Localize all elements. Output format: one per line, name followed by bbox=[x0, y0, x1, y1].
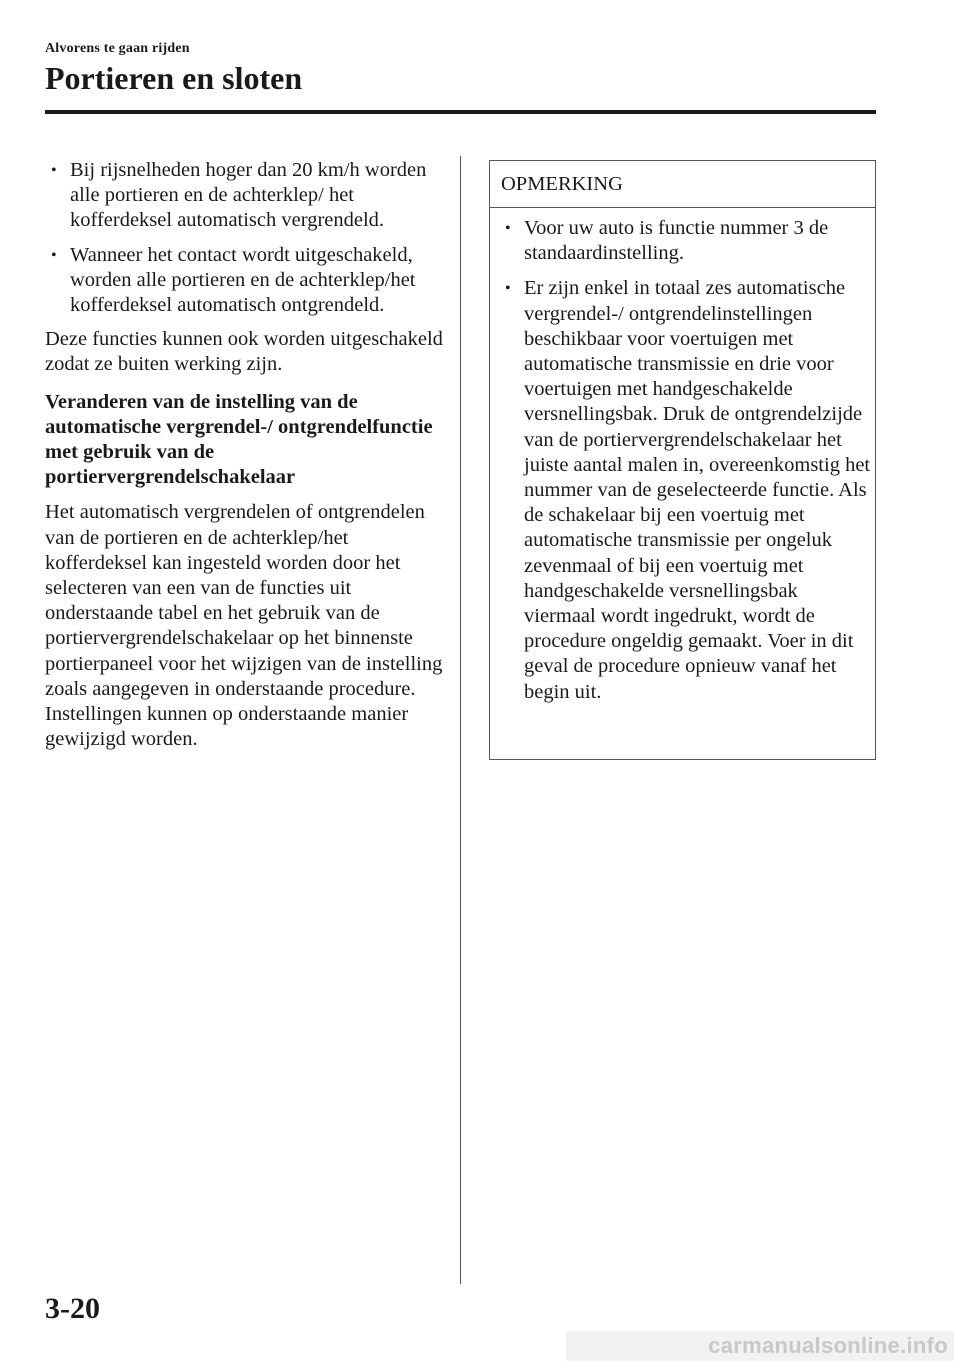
watermark bbox=[566, 1331, 954, 1361]
watermark-text: carmanualsonline.info bbox=[708, 1333, 948, 1358]
note-list bbox=[499, 216, 874, 705]
title-divider bbox=[45, 110, 876, 114]
bullet-icon: • bbox=[505, 220, 511, 237]
note-body bbox=[499, 216, 874, 715]
column-divider bbox=[460, 156, 461, 1284]
section-heading: Veranderen van de instelling van de automatische vergrendel-/ ontgrendelfunctie met gebruik van de portiervergrendelschakelaar bbox=[45, 390, 433, 489]
page-title: Portieren en sloten bbox=[45, 60, 303, 96]
left-column bbox=[45, 158, 445, 752]
list-item bbox=[45, 158, 445, 234]
body-paragraph bbox=[45, 500, 445, 752]
bullet-icon: • bbox=[51, 246, 57, 264]
bullet-list bbox=[45, 158, 445, 318]
list-item-text: Bij rijsnelheden hoger dan 20 km/h worden alle portieren en de achterklep/ het kofferdeksel automatisch vergrendeld. bbox=[70, 159, 427, 232]
intro-paragraph: Deze functies kunnen ook worden uitgeschakeld zodat ze buiten werking zijn. bbox=[45, 328, 443, 376]
body-text: Het automatisch vergrendelen of ontgrendelen van de portieren en de achterklep/het kofferdeksel kan ingesteld worden door het selecteren van een van de functies uit onderstaande tabel en het gebruik van de portiervergrendelschakelaar op het binnenste portierpaneel voor het wijzigen van de instelling zoals aangegeven in onderstaande procedure. bbox=[45, 501, 443, 700]
body-text-last: Instellingen kunnen op onderstaande manier gewijzigd worden. bbox=[45, 703, 409, 751]
section-label: Alvorens te gaan rijden bbox=[45, 41, 190, 56]
list-item bbox=[45, 243, 445, 319]
note-title: OPMERKING bbox=[501, 173, 623, 195]
note-header bbox=[490, 161, 875, 208]
list-item-text: Wanneer het contact wordt uitgeschakeld, worden alle portieren en de achterklep/het kofferdeksel automatisch ontgrendeld. bbox=[70, 243, 416, 317]
note-item-text: Er zijn enkel in totaal zes automatische vergrendel-/ ontgrendelinstellingen beschikbaar voor voertuigen met automatische transmissie en drie voor voertuigen met handgeschakelde versnellingsbak. Druk de ontgrendelzijde van de portiervergrendelschakelaar het juiste aantal malen in, overeenkomstig het nummer van de geselecteerde functie. Als de schakelaar bij een voertuig met automatische transmissie per ongeluk zevenmaal of bij een voertuig met handgeschakelde versnellingsbak viermaal wordt ingedrukt, wordt de procedure ongeldig gemaakt. Voer in dit geval de procedure opnieuw vanaf het begin uit. bbox=[524, 277, 871, 703]
note-item bbox=[499, 276, 874, 704]
page-number: 3-20 bbox=[45, 1292, 100, 1325]
note-item bbox=[499, 216, 874, 266]
bullet-icon: • bbox=[505, 280, 511, 298]
note-box bbox=[489, 160, 876, 760]
note-item-text: Voor uw auto is functie nummer 3 de standaardinstelling. bbox=[524, 217, 829, 265]
bullet-icon: • bbox=[51, 162, 57, 179]
